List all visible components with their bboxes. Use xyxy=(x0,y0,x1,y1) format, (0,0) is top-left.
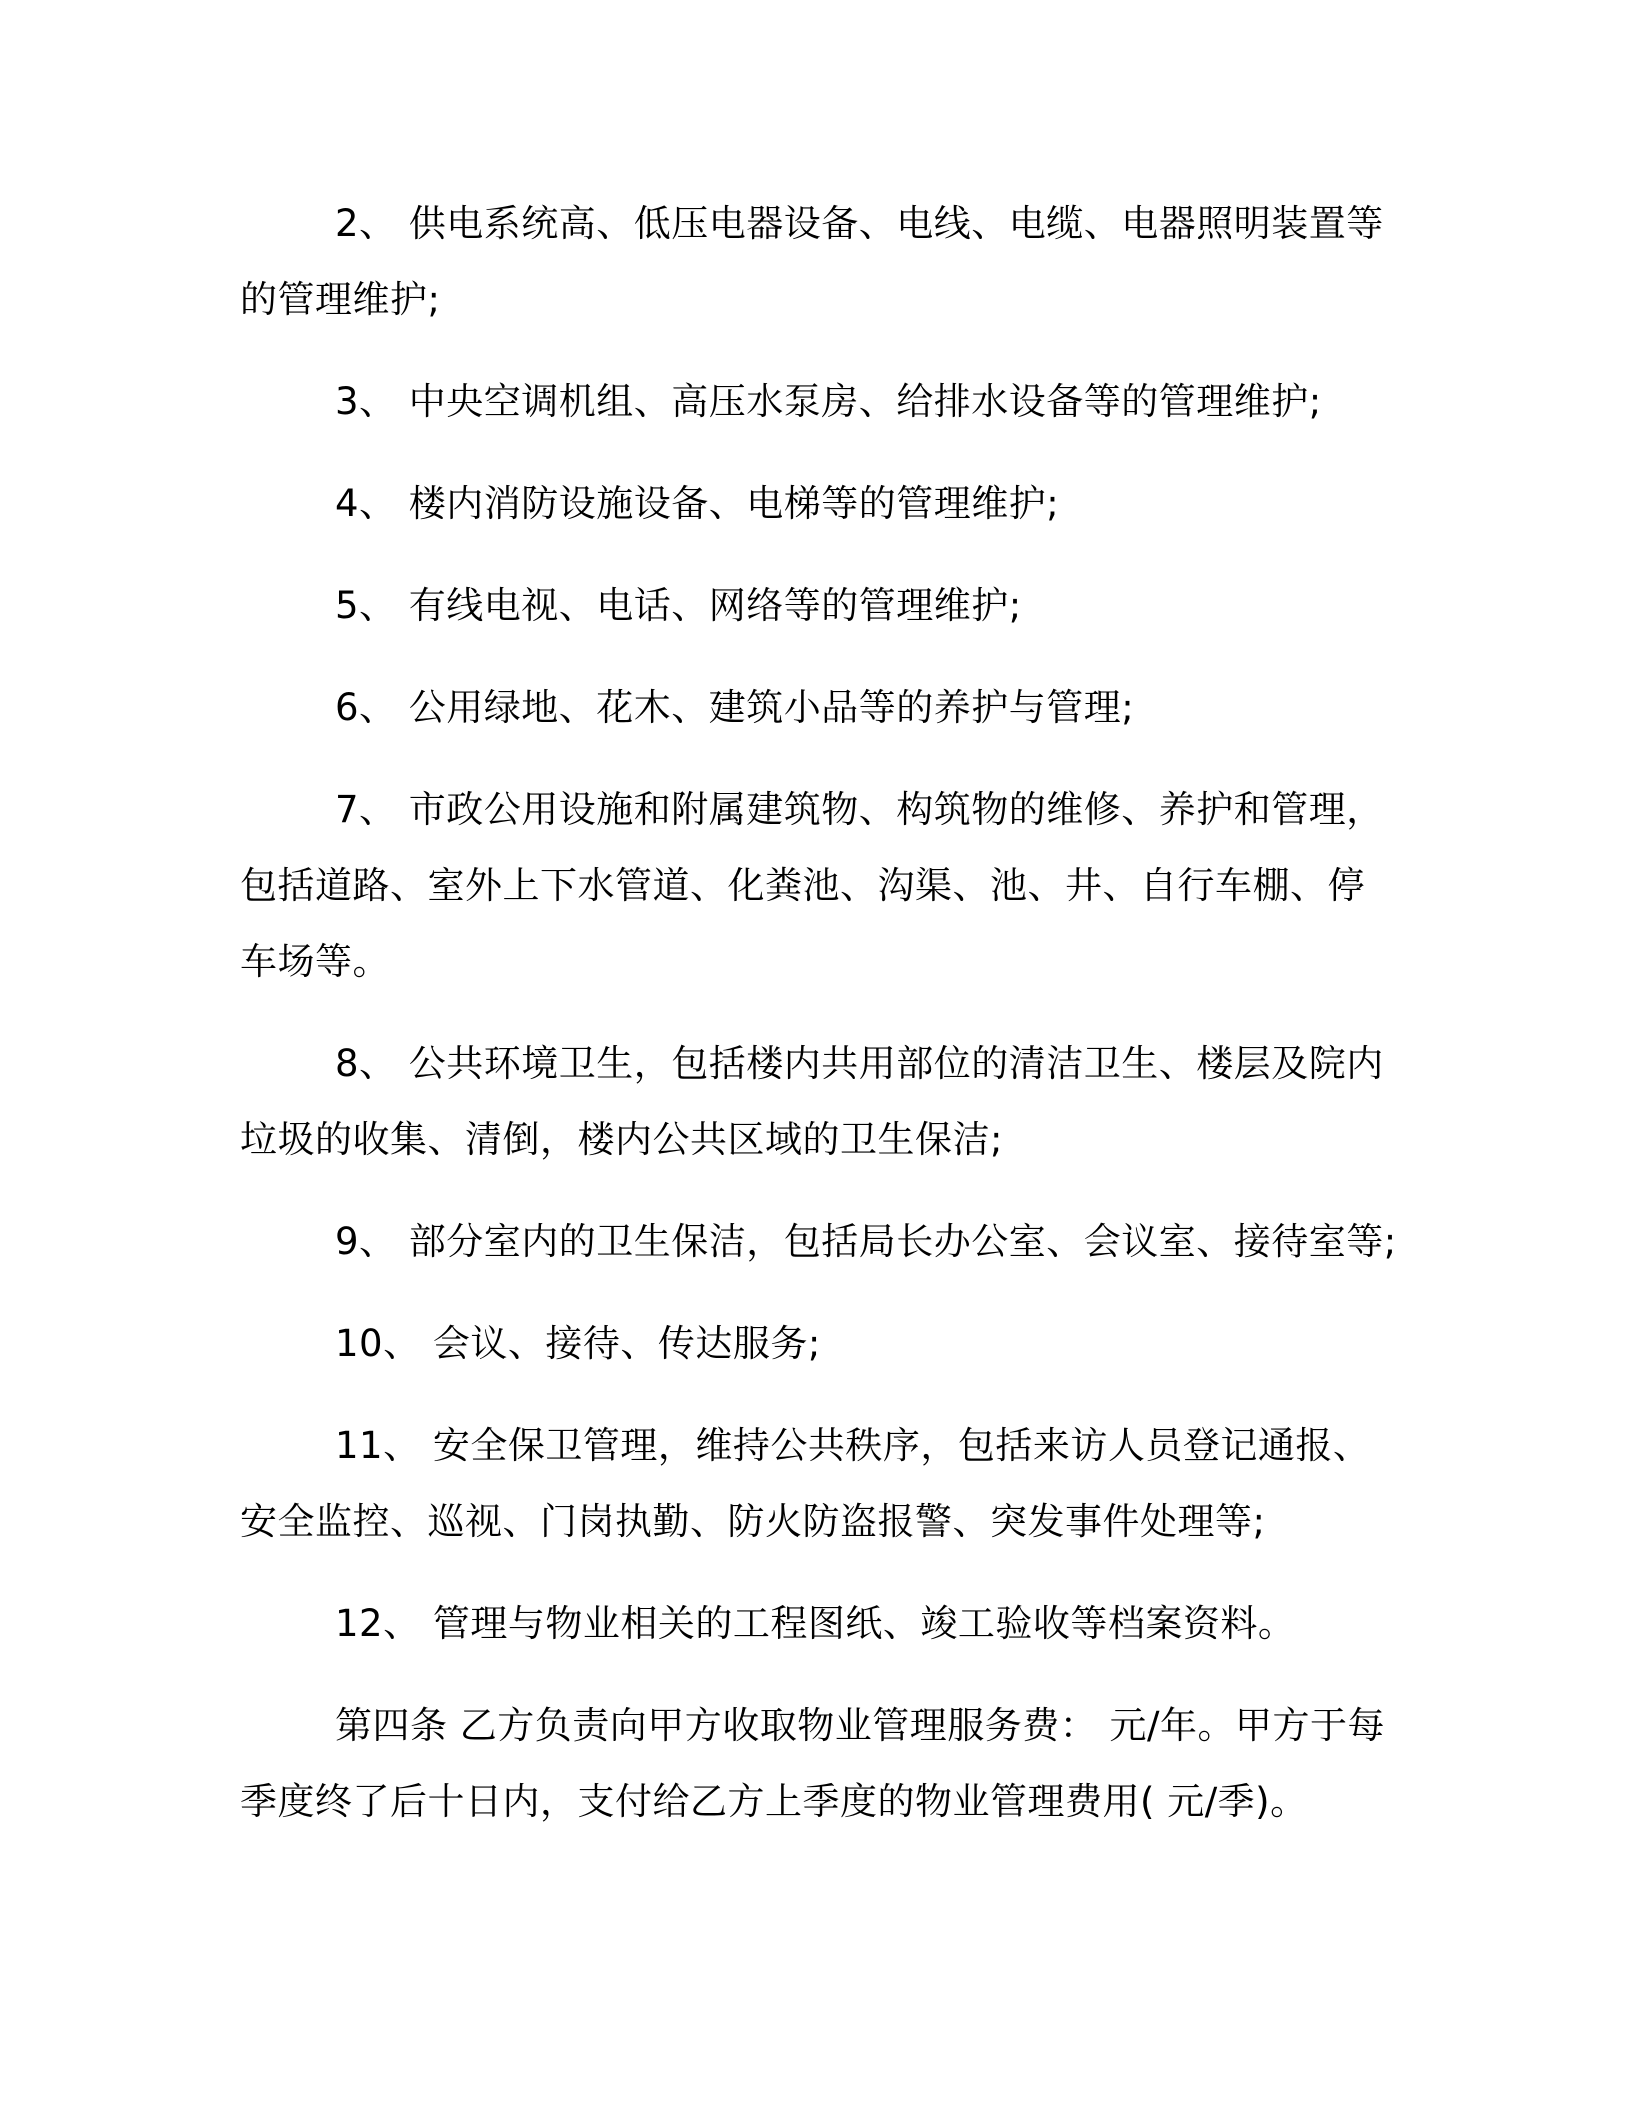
paragraph-item-9: 9、 部分室内的卫生保洁，包括局长办公室、会议室、接待室等; xyxy=(335,1220,1397,1263)
document-page xyxy=(240,186,1400,1866)
paragraph-item-12: 12、 管理与物业相关的工程图纸、竣工验收等档案资料。 xyxy=(335,1602,1296,1645)
paragraph-item-8: 8、 公共环境卫生，包括楼内共用部位的清洁卫生、楼层及院内垃圾的收集、清倒，楼内公共区域的卫生保洁; xyxy=(240,1042,1384,1161)
paragraph-item-5: 5、 有线电视、电话、网络等的管理维护; xyxy=(335,584,1022,627)
paragraph-item-3: 3、 中央空调机组、高压水泵房、给排水设备等的管理维护; xyxy=(335,380,1322,423)
paragraph-item-4: 4、 楼内消防设施设备、电梯等的管理维护; xyxy=(335,482,1060,525)
paragraph-article-4: 第四条 乙方负责向甲方收取物业管理服务费： 元/年。甲方于每季度终了后十日内，支付给乙方上季度的物业管理费用( 元/季)。 xyxy=(240,1704,1385,1823)
paragraph-item-2: 2、 供电系统高、低压电器设备、电线、电缆、电器照明装置等的管理维护; xyxy=(240,202,1384,321)
paragraph-item-11: 11、 安全保卫管理，维持公共秩序，包括来访人员登记通报、安全监控、巡视、门岗执勤、防火防盗报警、突发事件处理等; xyxy=(240,1424,1371,1543)
paragraph-item-6: 6、 公用绿地、花木、建筑小品等的养护与管理; xyxy=(335,686,1135,729)
paragraph-item-7: 7、 市政公用设施和附属建筑物、构筑物的维修、养护和管理，包括道路、室外上下水管道、化粪池、沟渠、池、井、自行车棚、停车场等。 xyxy=(240,788,1384,983)
paragraph-item-10: 10、 会议、接待、传达服务; xyxy=(335,1322,821,1365)
